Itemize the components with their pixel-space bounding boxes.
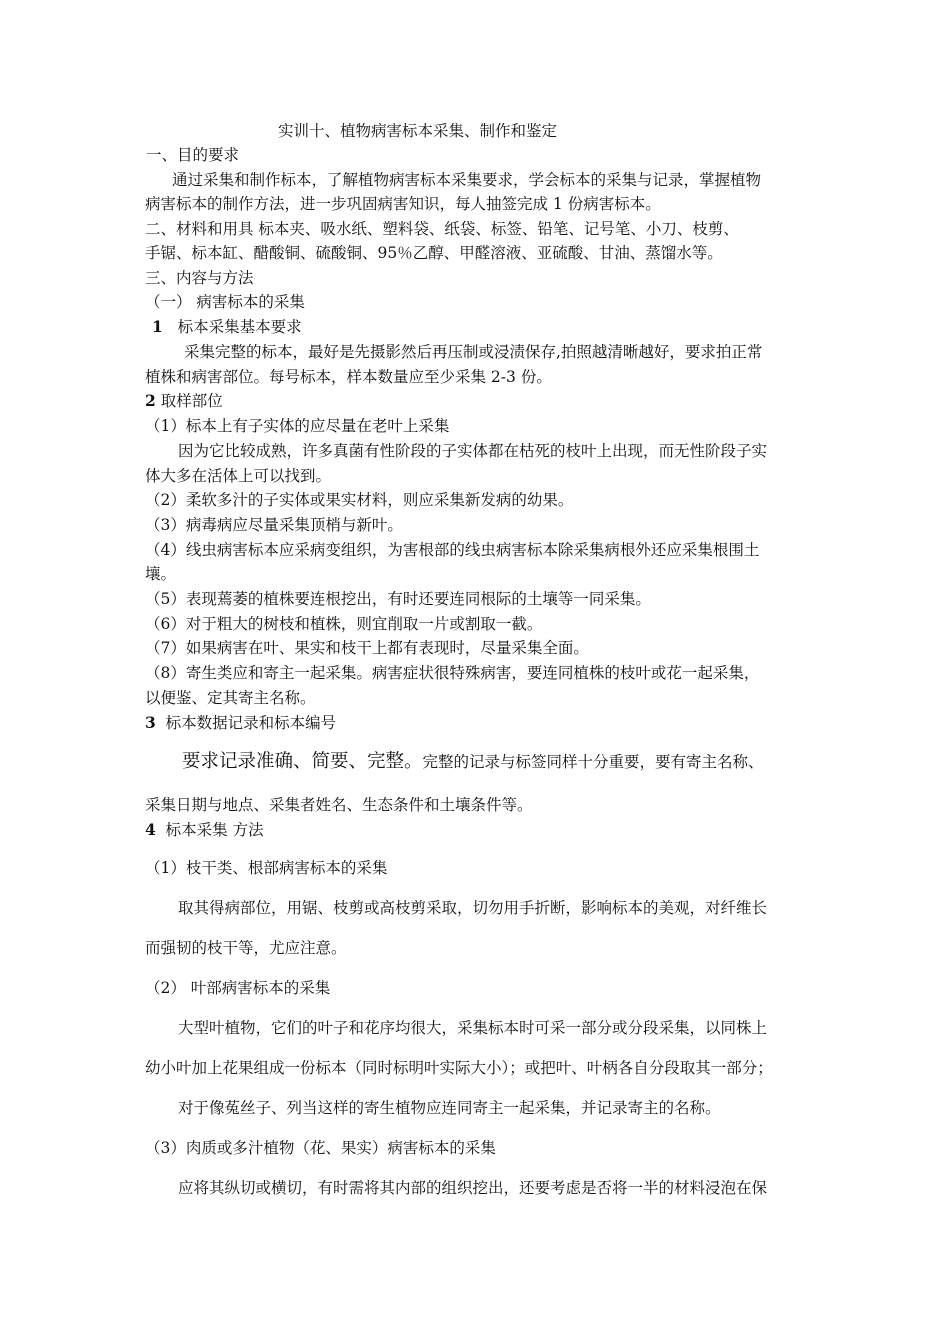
heading-text: 标本采集 方法 (165, 821, 264, 839)
list-item: （8）寄生类应和寄主一起采集。病害症状很特殊病害，要连同植株的枝叶或花一起采集， (145, 664, 760, 682)
heading-text: 标本数据记录和标本编号 (165, 714, 337, 732)
list-item: （1）枝干类、根部病害标本的采集 (145, 859, 388, 877)
list-item: 壤。 (145, 565, 177, 583)
list-item: （6）对于粗大的树枝和植株，则宜削取一片或割取一截。 (145, 615, 543, 633)
numbered-heading (145, 391, 223, 411)
section-2-line: 手锯、标本缸、醋酸铜、硫酸铜、95％乙醇、甲醛溶液、亚硫酸、甘油、蒸馏水等。 (145, 244, 723, 262)
paragraph-line: 幼小叶加上花果组成一份标本（同时标明叶实际大小）；或把叶、叶柄各自分段取其一部分； (145, 1059, 773, 1077)
paragraph-line: 对于像菟丝子、列当这样的寄生植物应连同寄主一起采集，并记录寄主的名称。 (178, 1099, 721, 1117)
paragraph-line: 植株和病害部位。每号标本，样本数量应至少采集 2-3 份。 (145, 368, 552, 386)
section-1-heading: 一、目的要求 (146, 146, 240, 164)
list-item: （5）表现蔫萎的植株要连根挖出，有时还要连同根际的土壤等一同采集。 (145, 590, 651, 608)
paragraph-line: 因为它比较成熟，许多真菌有性阶段的子实体都在枯死的枝叶上出现，而无性阶段子实 (178, 442, 768, 460)
emphasis-text: 要求记录准确、简要、完整。 (182, 751, 423, 772)
heading-number: 4 (145, 820, 156, 839)
paragraph-line: 通过采集和制作标本，了解植物病害标本采集要求，学会标本的采集与记录，掌握植物 (172, 171, 762, 189)
numbered-heading (145, 713, 336, 733)
list-item: （3）病毒病应尽量采集顶梢与新叶。 (145, 516, 403, 534)
list-item: （7）如果病害在叶、果实和枝干上都有表现时，尽量采集全面。 (145, 639, 589, 657)
paragraph-line: 采集完整的标本，最好是先摄影然后再压制或浸渍保存,拍照越清晰越好，要求拍正常 (184, 343, 763, 361)
paragraph-line: 应将其纵切或横切，有时需将其内部的组织挖出，还要考虑是否将一半的材料浸泡在保 (178, 1179, 768, 1197)
list-item: （1）标本上有子实体的应尽量在老叶上采集 (145, 417, 450, 435)
numbered-heading (145, 820, 264, 840)
subsection-heading: （一） 病害标本的采集 (145, 293, 305, 311)
paragraph-line: 取其得病部位，用锯、枝剪或高枝剪采取，切勿用手折断，影响标本的美观，对纤维长 (178, 899, 768, 917)
list-item: （2）柔软多汁的子实体或果实材料，则应采集新发病的幼果。 (145, 491, 574, 509)
list-item: 以便鉴、定其寄主名称。 (145, 689, 316, 707)
list-item: （2） 叶部病害标本的采集 (145, 979, 331, 997)
heading-text: 取样部位 (160, 392, 223, 410)
paragraph-line: 病害标本的制作方法，进一步巩固病害知识，每人抽签完成 1 份病害标本。 (145, 195, 661, 213)
heading-text: 标本采集基本要求 (177, 318, 302, 336)
section-3-heading: 三、内容与方法 (145, 269, 254, 287)
paragraph-line (182, 750, 764, 774)
paragraph-line: 而强韧的枝干等，尤应注意。 (145, 939, 347, 957)
numbered-heading (152, 317, 302, 337)
paragraph-text: 完整的记录与标签同样十分重要，要有寄主名称、 (422, 753, 764, 771)
list-item: （3）肉质或多汁植物（花、果实）病害标本的采集 (145, 1139, 496, 1157)
heading-number: 1 (152, 317, 163, 336)
document-title: 实训十、植物病害标本采集、制作和鉴定 (278, 122, 558, 140)
section-2-line: 二、材料和用具 标本夹、吸水纸、塑料袋、纸袋、标签、铅笔、记号笔、小刀、枝剪、 (145, 220, 739, 238)
heading-number: 3 (145, 713, 156, 732)
paragraph-line: 体大多在活体上可以找到。 (145, 467, 332, 485)
list-item: （4）线虫病害标本应采病变组织，为害根部的线虫病害标本除采集病根外还应采集根围土 (145, 541, 760, 559)
paragraph-line: 采集日期与地点、采集者姓名、生态条件和土壤条件等。 (145, 796, 533, 814)
paragraph-line: 大型叶植物，它们的叶子和花序均很大，采集标本时可采一部分或分段采集，以同株上 (178, 1019, 768, 1037)
heading-number: 2 (145, 391, 156, 410)
